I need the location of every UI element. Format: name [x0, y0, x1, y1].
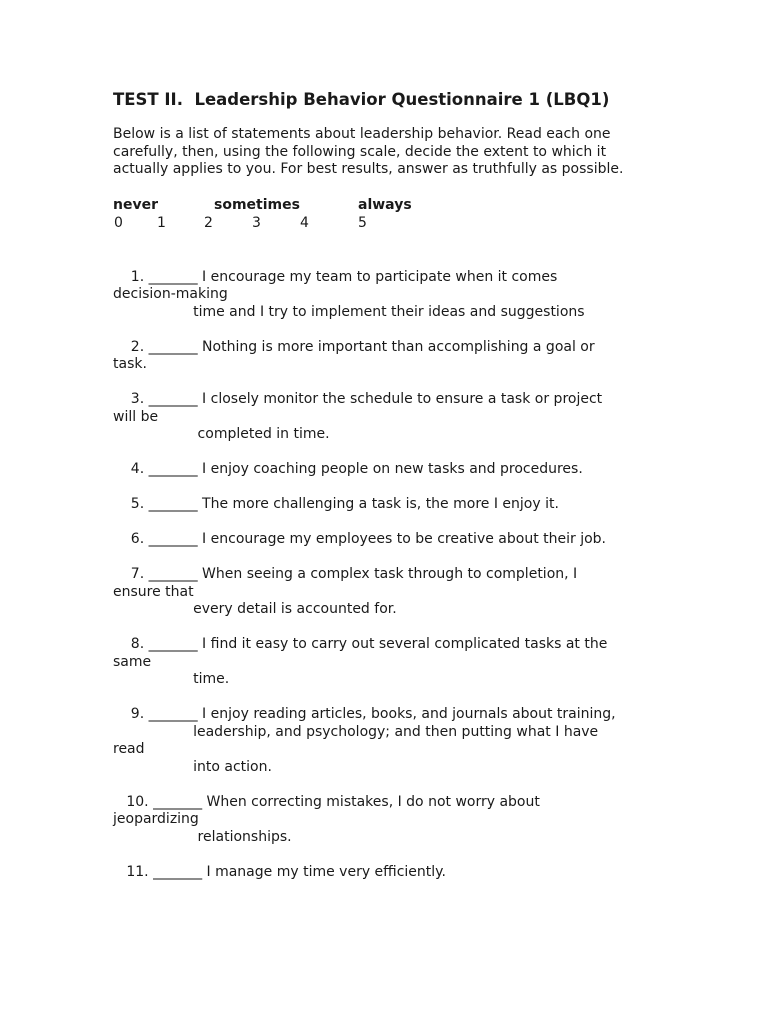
item-text-line: decision-making — [113, 286, 228, 302]
item-text-line: will be — [113, 408, 159, 425]
scale-label-never: never — [113, 196, 158, 213]
item-text-line: time and I try to implement their ideas and suggestions — [113, 303, 585, 320]
questionnaire-item-2 — [113, 339, 673, 374]
item-text-line: 2. _______ Nothing is more important than accomplishing a goal or — [113, 338, 595, 355]
item-text-line: 7. _______ When seeing a complex task through to completion, I — [113, 566, 578, 582]
item-text-line: 8. _______ I find it easy to carry out several complicated tasks at the — [113, 636, 608, 652]
scale-number: 2 — [204, 214, 213, 231]
questionnaire-item-1 — [113, 269, 673, 322]
item-text-line: 5. _______ The more challenging a task is, the more I enjoy it. — [113, 496, 559, 512]
questionnaire-item-5 — [113, 496, 673, 514]
questionnaire-item-6 — [113, 531, 673, 549]
scale-number: 5 — [358, 214, 367, 231]
scale-label-always: always — [358, 196, 412, 213]
questionnaire-item-10 — [113, 794, 673, 847]
item-text-line: 3. _______ I closely monitor the schedule to ensure a task or project — [113, 391, 603, 407]
item-text-line: 10. _______ When correcting mistakes, I do not worry about — [113, 793, 540, 810]
item-text-line: 6. _______ I encourage my employees to be creative about their job. — [113, 531, 606, 547]
item-text-line: leadership, and psychology; and then putting what I have — [113, 723, 599, 740]
item-text-line: task. — [113, 356, 147, 372]
scale-numbers — [113, 215, 673, 233]
item-text-line: into action. — [113, 758, 272, 775]
scale-number: 4 — [300, 214, 309, 231]
item-text-line: same — [113, 653, 152, 670]
questionnaire-item-7 — [113, 566, 673, 619]
scale-number: 3 — [252, 214, 261, 231]
scale-labels — [113, 197, 673, 215]
scale-label-sometimes: sometimes — [214, 196, 300, 213]
item-text-line: 1. _______ I encourage my team to participate when it comes — [113, 268, 558, 285]
questionnaire-item-3 — [113, 391, 673, 444]
questionnaire-item-4 — [113, 461, 673, 479]
scale-number: 1 — [157, 214, 166, 231]
questionnaire-item-11 — [113, 864, 673, 882]
questionnaire-item-9 — [113, 706, 673, 776]
item-text-line: jeopardizing — [113, 811, 199, 827]
questionnaire-items — [113, 269, 673, 882]
item-text-line: 4. _______ I enjoy coaching people on new tasks and procedures. — [113, 461, 583, 477]
item-text-line: completed in time. — [113, 426, 330, 442]
item-text-line: 11. _______ I manage my time very efficiently. — [113, 863, 446, 880]
item-text-line: 9. _______ I enjoy reading articles, books, and journals about training, — [113, 706, 616, 722]
questionnaire-item-8 — [113, 636, 673, 689]
instructions-paragraph: Below is a list of statements about leadership behavior. Read each one carefully, then, using the following scale, decide the extent to which it actually applies to you. For best results, answer as truthfully as possible. — [113, 126, 624, 177]
page-title: TEST II. Leadership Behavior Questionnaire 1 (LBQ1) — [113, 90, 610, 109]
item-text-line: every detail is accounted for. — [113, 601, 397, 617]
scale-number: 0 — [114, 214, 123, 231]
item-text-line: read — [113, 741, 145, 757]
item-text-line: time. — [113, 671, 230, 687]
item-text-line: relationships. — [113, 828, 292, 845]
item-text-line: ensure that — [113, 583, 194, 600]
document-page — [113, 88, 673, 899]
